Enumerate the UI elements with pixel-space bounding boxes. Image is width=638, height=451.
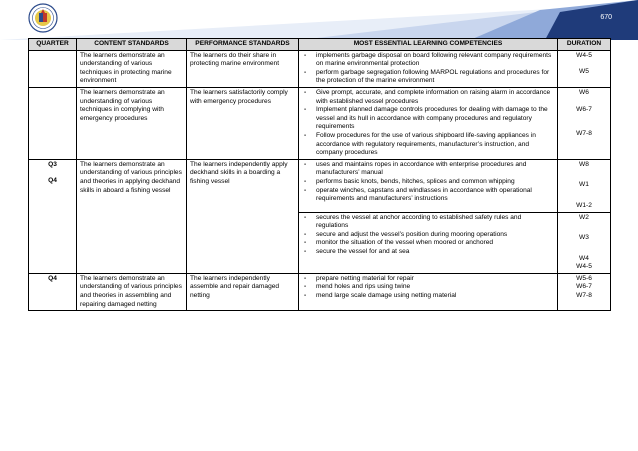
duration-value: W8: [579, 160, 589, 168]
quarter-cell: [29, 50, 77, 87]
competency-item: - operate winches, capstans and windlasses in accordance with operational requirements and manufacturers’ instructions: [302, 187, 554, 204]
content-standard-cell: The learners demonstrate an understanding of various principles and theories in assembling and repairing damaged netting: [77, 273, 187, 310]
curriculum-table: [28, 38, 611, 311]
quarter-cell: [29, 87, 77, 159]
duration-value: W7-8: [576, 292, 592, 300]
quarter-value: Q3: [48, 160, 57, 168]
competency-item: - secure the vessel for and at sea: [302, 248, 554, 257]
competency-item: - uses and maintains ropes in accordance with enterprise procedures and manufacturers’ manual: [302, 161, 554, 178]
duration-cell: [558, 273, 611, 310]
duration-value: W5-6: [576, 274, 592, 282]
competencies-cell: [299, 273, 558, 310]
competency-item: - prepare netting material for repair: [302, 275, 554, 284]
table-row: [29, 87, 611, 159]
duration-value: W6-7: [576, 105, 592, 113]
duration-value: W1-2: [576, 201, 592, 209]
competency-item: - perform garbage segregation following MARPOL regulations and procedures for the protection of the marine environment: [302, 69, 554, 86]
table-row: [29, 273, 611, 310]
duration-cell: [558, 212, 611, 273]
content-standard-cell: The learners demonstrate an understanding of various principles and theories in applying deckhand skills in aboard a fishing vessel: [77, 159, 187, 273]
duration-value: W6: [579, 88, 589, 96]
competency-item: - performs basic knots, bends, hitches, splices and common whipping: [302, 178, 554, 187]
col-header-quarter: QUARTER: [29, 39, 77, 51]
col-header-competencies: MOST ESSENTIAL LEARNING COMPETENCIES: [299, 39, 558, 51]
performance-standard-cell: The learners independently apply deckhand skills in a boarding a fishing vessel: [187, 159, 299, 273]
quarter-value: Q4: [48, 177, 57, 185]
competencies-cell: [299, 87, 558, 159]
col-header-performance-standards: PERFORMANCE STANDARDS: [187, 39, 299, 51]
table-header-row: [29, 39, 611, 51]
content-standard-cell: The learners demonstrate an understanding of various techniques in complying with emergency procedures: [77, 87, 187, 159]
duration-value: W2: [579, 213, 589, 221]
competency-item: - Give prompt, accurate, and complete information on raising alarm in accordance with established vessel procedures: [302, 89, 554, 106]
quarter-cell: Q4: [29, 273, 77, 310]
duration-value: W3: [579, 234, 589, 242]
page-number: 670: [600, 14, 612, 21]
col-header-duration: DURATION: [558, 39, 611, 51]
col-header-content-standards: CONTENT STANDARDS: [77, 39, 187, 51]
competency-item: - monitor the situation of the vessel when moored or anchored: [302, 239, 554, 248]
competency-item: - secures the vessel at anchor according to established safety rules and regulations: [302, 214, 554, 231]
duration-value: W5: [579, 68, 589, 76]
duration-value: W4-5: [576, 263, 592, 271]
competency-item: - mend large scale damage using netting material: [302, 292, 554, 301]
competencies-cell: [299, 159, 558, 212]
duration-value: W1: [579, 181, 589, 189]
deped-seal-logo: [28, 3, 58, 33]
competency-item: - secure and adjust the vessel’s position during mooring operations: [302, 231, 554, 240]
table-row: [29, 159, 611, 212]
duration-value: W4-5: [576, 51, 592, 59]
table-row: [29, 50, 611, 87]
competency-item: - mend holes and rips using twine: [302, 283, 554, 292]
header-band: [0, 0, 638, 40]
duration-value: W6-7: [576, 283, 592, 291]
performance-standard-cell: The learners satisfactorily comply with emergency procedures: [187, 87, 299, 159]
performance-standard-cell: The learners do their share in protecting marine environment: [187, 50, 299, 87]
duration-value: W4: [579, 254, 589, 262]
quarter-cell: [29, 159, 77, 273]
competencies-cell: [299, 212, 558, 273]
performance-standard-cell: The learners independently assemble and repair damaged netting: [187, 273, 299, 310]
competencies-cell: [299, 50, 558, 87]
competency-item: - Follow procedures for the use of various shipboard life-saving appliances in accordance with regulatory requirements, manufacturer’s instruction, and company procedures: [302, 132, 554, 158]
competency-item: - implements garbage disposal on board following relevant company requirements on marine environmental protection: [302, 52, 554, 69]
duration-cell: [558, 87, 611, 159]
content-standard-cell: The learners demonstrate an understanding of various techniques in protecting marine environment: [77, 50, 187, 87]
duration-value: W7-8: [576, 130, 592, 138]
duration-cell: [558, 50, 611, 87]
duration-cell: [558, 159, 611, 212]
competency-item: - Implement planned damage controls procedures for dealing with damage to the vessel and its hull in accordance with company procedures and regulatory requirements: [302, 106, 554, 132]
